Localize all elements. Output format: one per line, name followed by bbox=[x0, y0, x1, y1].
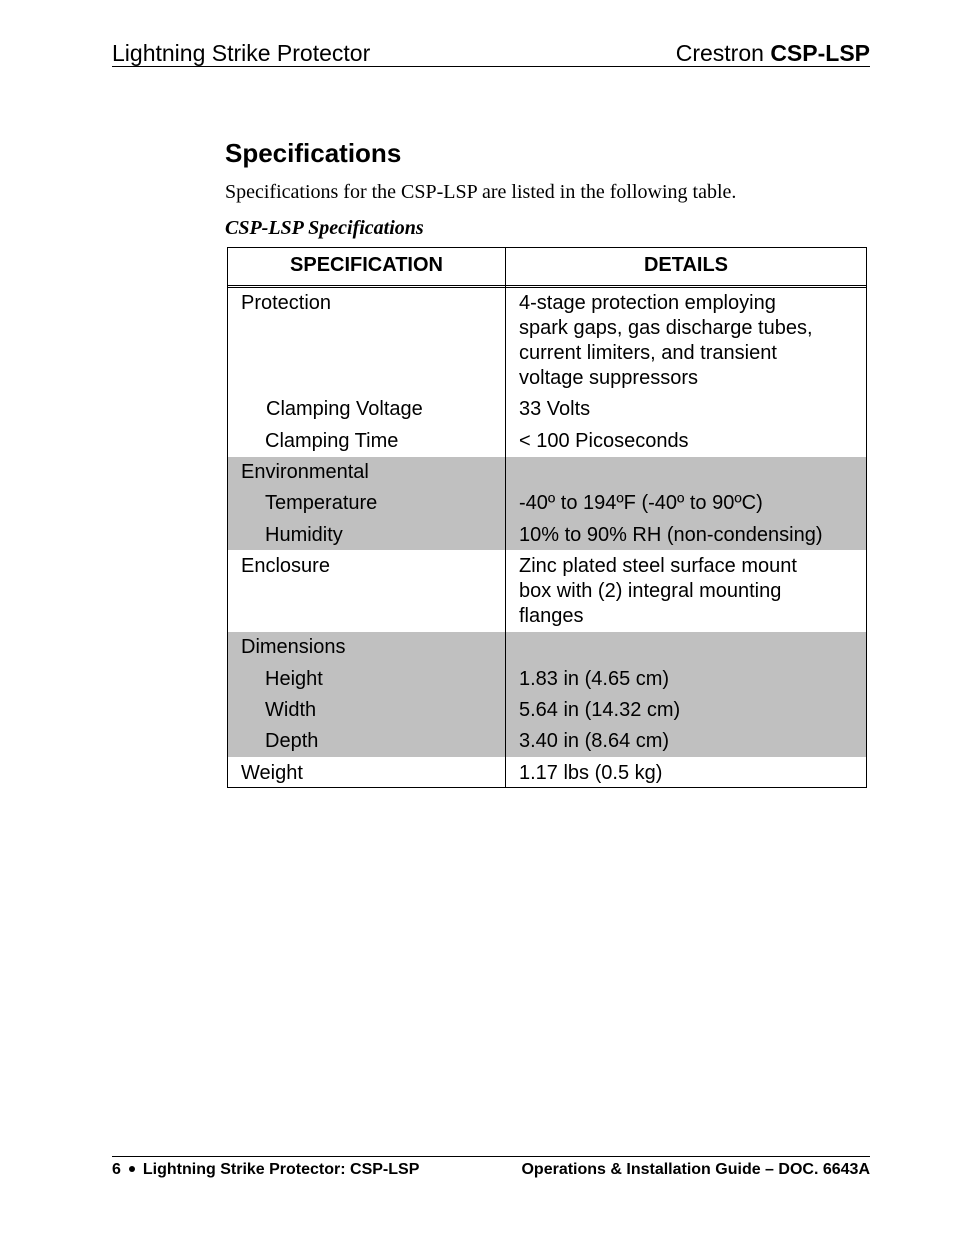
details-clamping-voltage: 33 Volts bbox=[519, 398, 591, 420]
spec-protection: Protection bbox=[241, 292, 332, 314]
spec-environmental: Environmental bbox=[241, 461, 369, 483]
intro-paragraph: Specifications for the CSP-LSP are listed in the following table. bbox=[225, 181, 737, 203]
header-separator bbox=[228, 287, 866, 288]
header-brand bbox=[676, 40, 870, 67]
spec-height: Height bbox=[265, 668, 323, 690]
details-depth: 3.40 in (8.64 cm) bbox=[519, 730, 670, 752]
spec-humidity: Humidity bbox=[265, 524, 343, 546]
details-line: current limiters, and transient bbox=[519, 342, 777, 364]
details-width: 5.64 in (14.32 cm) bbox=[519, 699, 681, 721]
details-weight: 1.17 lbs (0.5 kg) bbox=[519, 762, 663, 784]
spec-depth: Depth bbox=[265, 730, 319, 752]
header-product-name: Lightning Strike Protector bbox=[112, 40, 371, 66]
spec-enclosure: Enclosure bbox=[241, 555, 330, 577]
header-model: CSP-LSP bbox=[770, 40, 870, 66]
details-temperature: -40º to 194ºF (-40º to 90ºC) bbox=[519, 492, 763, 514]
details-line: voltage suppressors bbox=[519, 367, 698, 389]
details-line: Zinc plated steel surface mount bbox=[519, 555, 797, 577]
spec-weight: Weight bbox=[241, 762, 303, 784]
footer-product: Lightning Strike Protector: CSP-LSP bbox=[142, 1161, 420, 1178]
details-line: box with (2) integral mounting bbox=[519, 580, 782, 602]
spec-width: Width bbox=[265, 699, 317, 721]
details-line: spark gaps, gas discharge tubes, bbox=[519, 317, 813, 339]
page-number: 6 bbox=[112, 1161, 121, 1178]
details-height: 1.83 in (4.65 cm) bbox=[519, 668, 670, 690]
details-protection bbox=[519, 291, 813, 391]
header-details: DETAILS bbox=[643, 254, 729, 276]
spec-dimensions: Dimensions bbox=[241, 636, 346, 658]
details-line: 4-stage protection employing bbox=[519, 292, 776, 314]
page-header bbox=[112, 38, 870, 67]
details-enclosure bbox=[519, 554, 797, 629]
page-footer bbox=[112, 1156, 870, 1178]
section-title: Specifications bbox=[225, 138, 402, 168]
footer-left bbox=[112, 1161, 419, 1179]
table-header-row bbox=[228, 248, 866, 286]
table-caption: CSP-LSP Specifications bbox=[225, 217, 424, 239]
spec-clamping-voltage: Clamping Voltage bbox=[266, 398, 423, 420]
details-humidity: 10% to 90% RH (non-condensing) bbox=[519, 524, 823, 546]
spec-clamping-time: Clamping Time bbox=[265, 430, 399, 452]
spec-temperature: Temperature bbox=[265, 492, 378, 514]
header-brand-prefix: Crestron bbox=[675, 40, 771, 66]
specifications-table bbox=[227, 247, 867, 788]
details-clamping-time: < 100 Picoseconds bbox=[519, 430, 689, 452]
footer-doc-title: Operations & Installation Guide – DOC. 6643A bbox=[521, 1161, 870, 1178]
header-specification: SPECIFICATION bbox=[290, 254, 443, 276]
details-line: flanges bbox=[519, 605, 584, 627]
bullet-icon bbox=[129, 1166, 135, 1172]
column-divider bbox=[505, 248, 506, 787]
